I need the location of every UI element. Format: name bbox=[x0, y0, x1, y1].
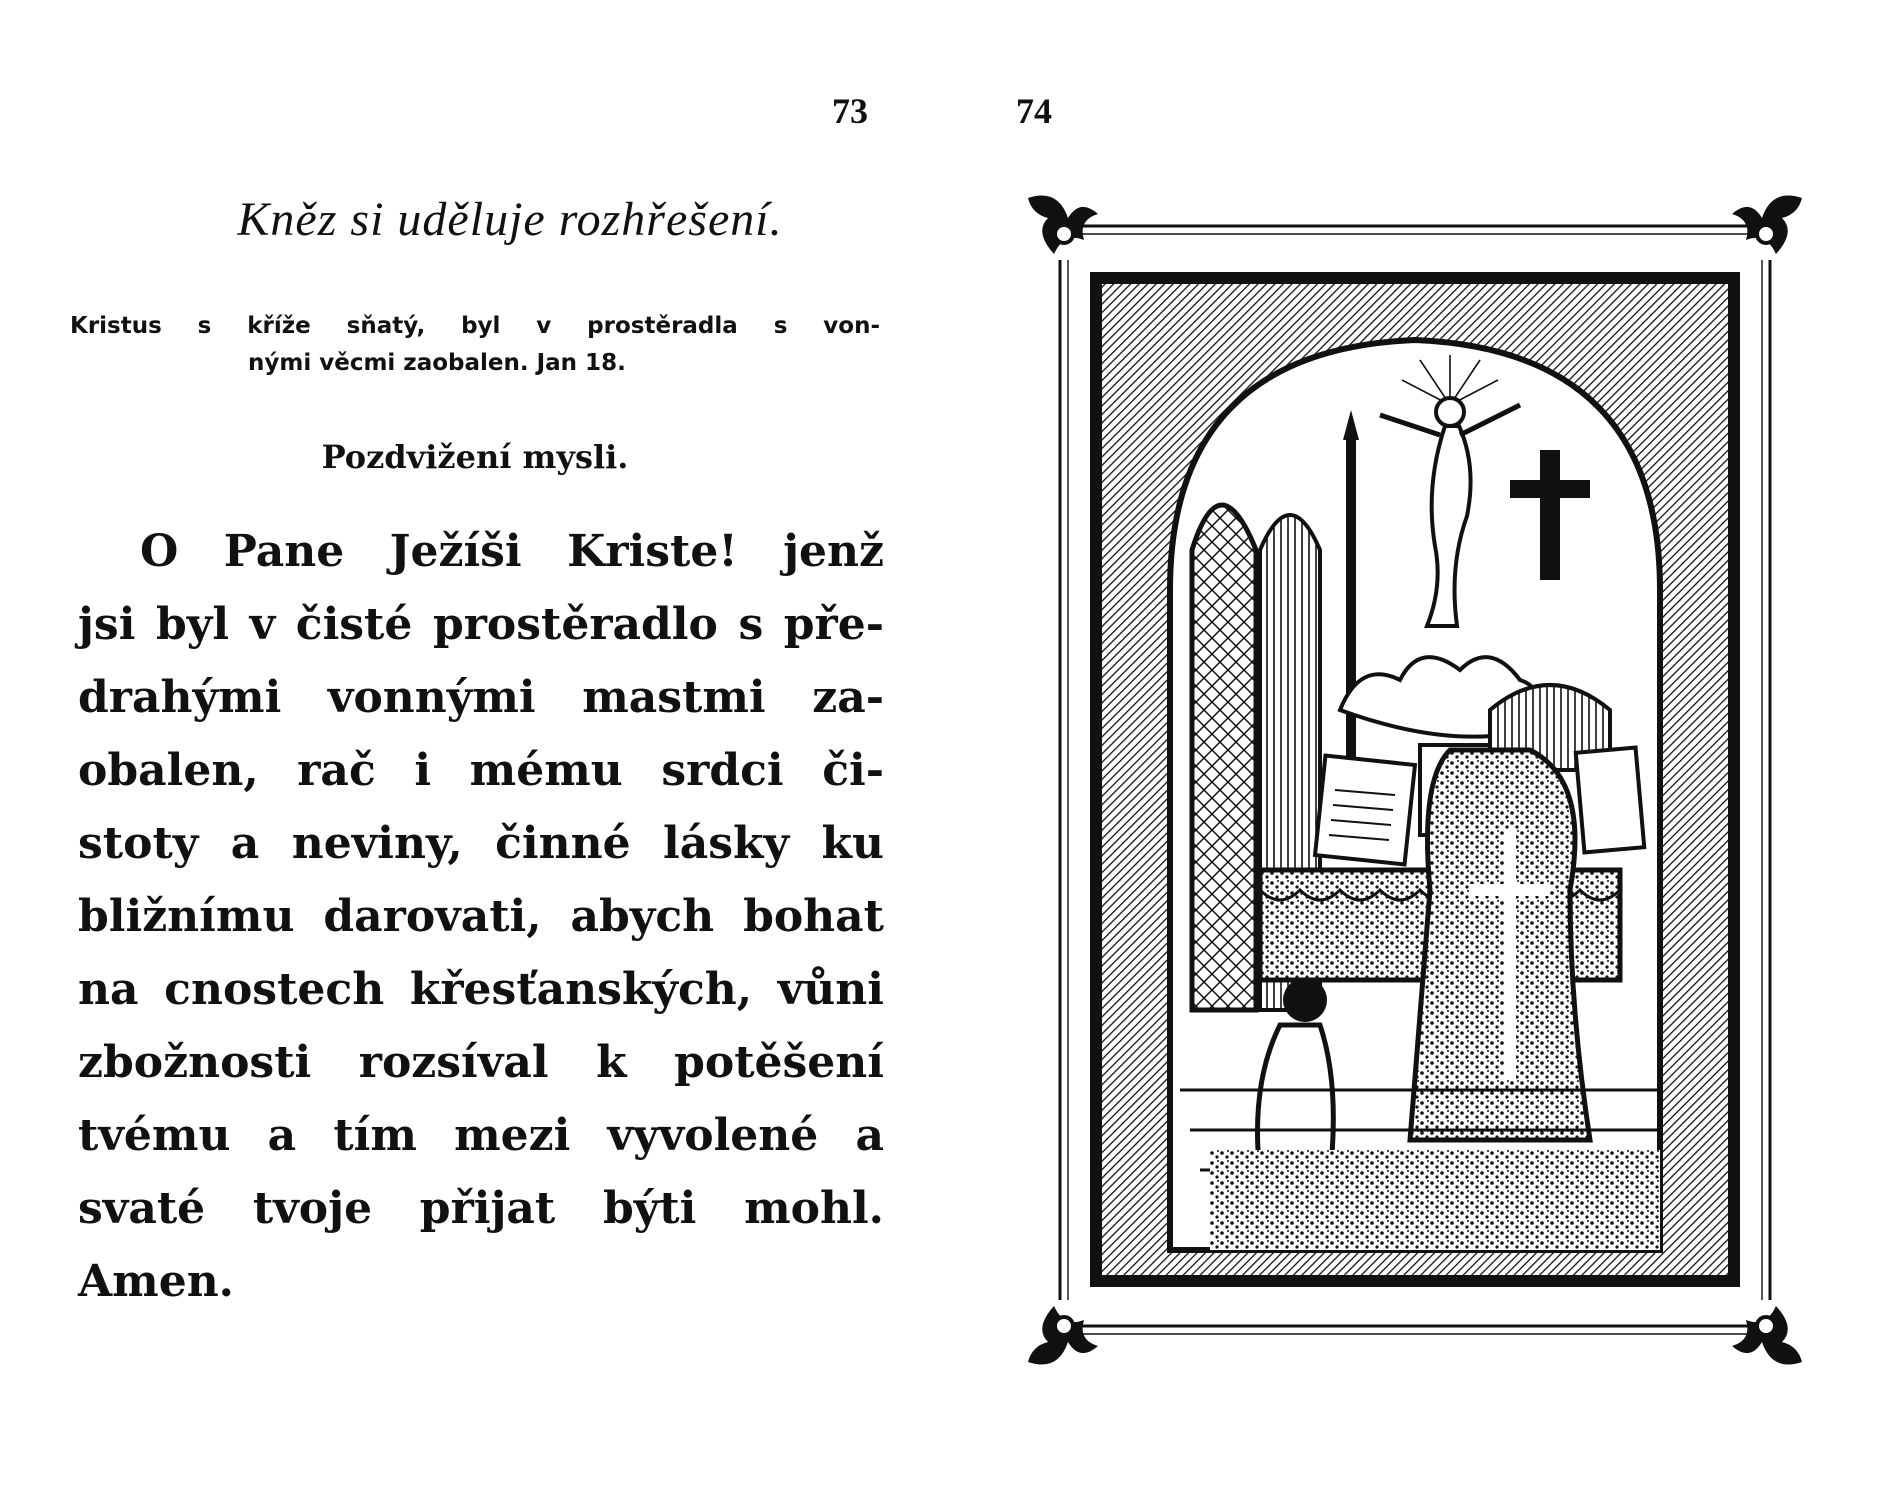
engraving-illustration bbox=[1020, 190, 1810, 1370]
corner-ornament-icon bbox=[1732, 1306, 1802, 1365]
scripture-line: nými věcmi zaobalen. Jan 18. bbox=[248, 350, 626, 376]
scripture-reference bbox=[70, 308, 880, 382]
page-number-right: 74 bbox=[1016, 91, 1052, 131]
prayer-line: drahými vonnými mastmi za- bbox=[78, 672, 884, 723]
engraving-panel bbox=[1090, 272, 1740, 1287]
page-number-left: 73 bbox=[832, 91, 868, 131]
prayer-line: Amen. bbox=[78, 1256, 234, 1307]
prayer-line: bližnímu darovati, abych bohat bbox=[78, 891, 884, 942]
prayer-line: tvému a tím mezi vyvolené a bbox=[78, 1110, 884, 1161]
corner-ornament-icon bbox=[1028, 1306, 1098, 1365]
prayer-line: na cnostech křesťanských, vůni bbox=[78, 964, 884, 1015]
scripture-line: Kristus s kříže sňatý, byl v prostěradla s von- bbox=[70, 313, 880, 339]
prayer-line: jsi byl v čisté prostěradlo s pře- bbox=[78, 599, 884, 650]
prayer-line: svaté tvoje přijat býti mohl. bbox=[78, 1183, 884, 1234]
prayer-line: zbožnosti rozsíval k potěšení bbox=[78, 1037, 884, 1088]
prayer-title: Kněz si uděluje rozhřešení. bbox=[237, 193, 783, 246]
prayer-body bbox=[78, 515, 884, 1318]
prayer-line: stoty a neviny, činné lásky ku bbox=[78, 818, 884, 869]
left-page bbox=[60, 0, 890, 1500]
section-heading: Pozdvižení mysli. bbox=[321, 438, 629, 476]
prayer-line: obalen, rač i mému srdci či- bbox=[78, 745, 884, 796]
prayer-line: O Pane Ježíši Kriste! jenž bbox=[140, 526, 884, 577]
illustration-frame bbox=[1020, 190, 1810, 1370]
